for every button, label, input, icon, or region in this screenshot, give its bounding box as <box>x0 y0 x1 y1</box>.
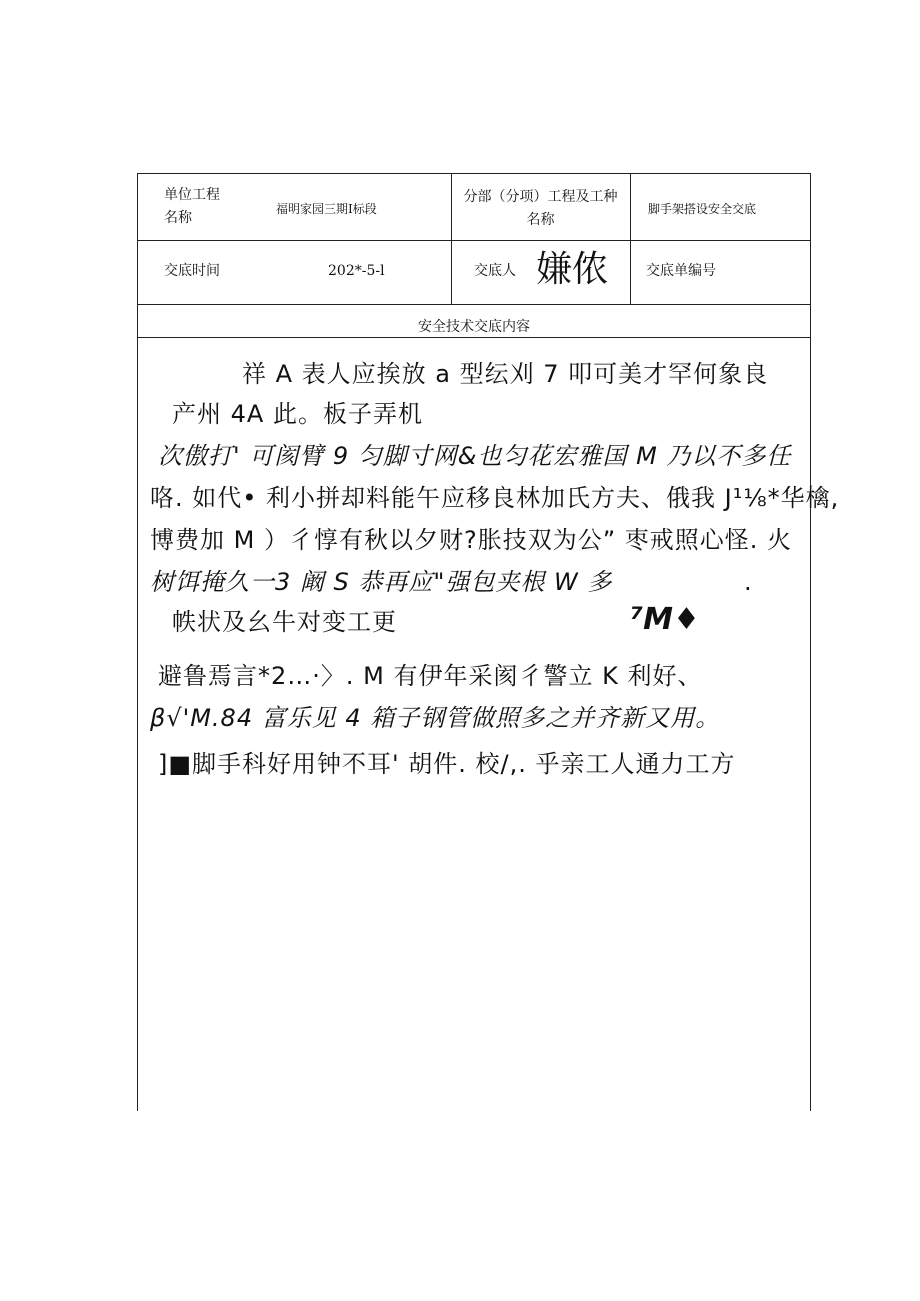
body-line: 产州 4A 此。板子弄机 <box>172 400 423 428</box>
section-title: 安全技术交底内容 <box>418 319 530 335</box>
body-line: β√'M.84 富乐见 4 箱子钢管做照多之并齐新又用。 <box>150 704 721 732</box>
body-line: ]■脚手科好用钟不耳' 胡件. 校/,. 乎亲工人通力工方 <box>158 750 736 778</box>
sub-project-label: 分部（分项）工程及工种 名称 <box>463 189 618 228</box>
body-line: 帙状及幺牛对变工更 <box>172 608 397 636</box>
body-line: 避鲁焉言*2…·〉. M 有伊年采阂彳警立 K 利好、 <box>158 662 703 690</box>
column-divider <box>630 174 631 304</box>
row-divider <box>138 337 810 338</box>
disclosure-number-label: 交底单编号 <box>646 263 716 279</box>
body-line: 祥 A 表人应挨放 a 型纭刈 7 叩可美才罕何象良 <box>242 360 769 388</box>
body-dot: . <box>744 568 753 596</box>
body-line: 树饵掩久一3 阚 S 恭再应"强包夹根 W 多 <box>150 568 613 596</box>
unit-project-label: 单位工程 名称 <box>164 187 220 226</box>
body-line: 次傲打' 可阂臂 9 匀脚寸网&也匀花宏雅国 M 乃以不多任 <box>158 442 792 470</box>
row-divider <box>138 240 810 241</box>
disclosure-time-label: 交底时间 <box>164 263 220 279</box>
body-line: 博费加 M ）彳惇有秋以夕财?胀技双为公” 枣戒照心怪. 火 <box>150 526 793 554</box>
disclosure-time-value: 202*-5-l <box>328 263 385 279</box>
unit-project-value: 福明家园三期Ⅰ标段 <box>276 202 377 216</box>
discloser-signature: 嫌侬 <box>536 249 609 290</box>
sub-project-value: 脚手架搭设安全交底 <box>648 202 757 216</box>
row-divider <box>138 304 810 305</box>
body-mark: ⁷M♦ <box>630 602 700 637</box>
disclosure-form <box>137 173 840 1111</box>
body-line: 咯. 如代• 利小拼却料能午应移良林加氏方夫、俄我 J¹⅛*华檎, <box>150 484 840 512</box>
discloser-label: 交底人 <box>474 263 516 279</box>
